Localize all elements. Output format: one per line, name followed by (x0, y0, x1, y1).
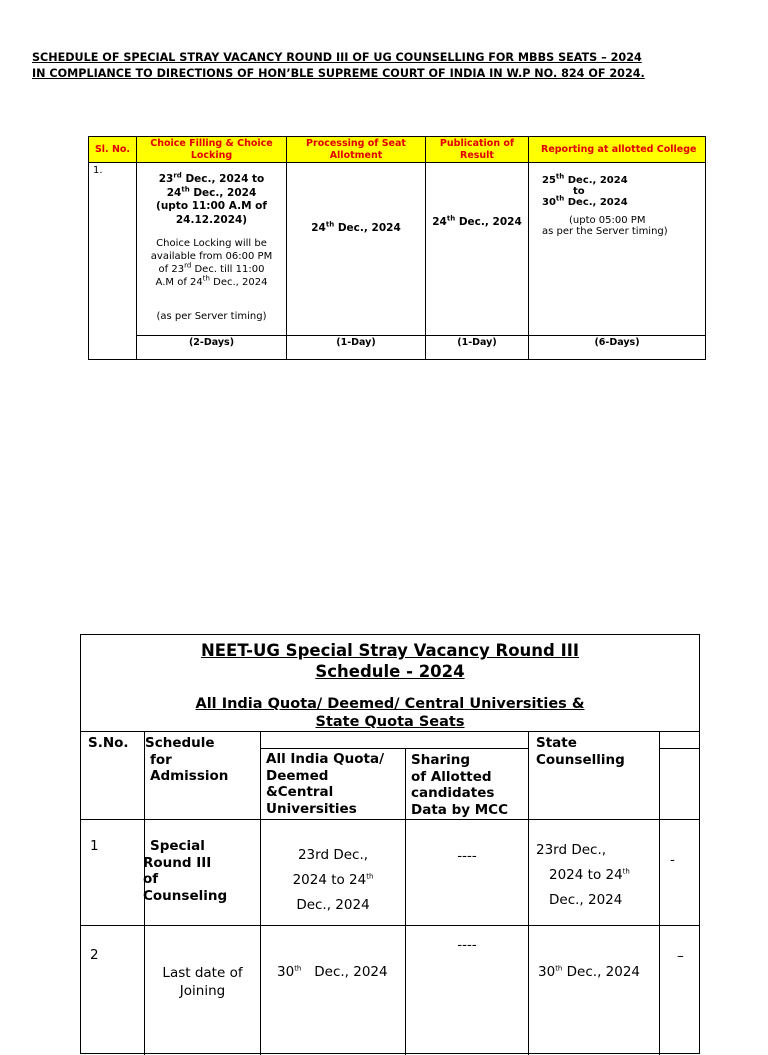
table2-subtitle-line-1: All India Quota/ Deemed/ Central Universities & (195, 696, 585, 712)
schedule-table-2 (80, 634, 700, 1054)
days-choice: (2-Days) (137, 336, 287, 360)
row1-sno: 1 (90, 838, 99, 854)
header-state-counselling: State Counselling (536, 735, 625, 768)
days-processing: (1-Day) (287, 336, 426, 360)
header-sl-no: Sl. No. (89, 137, 137, 163)
header-all-india-quota: All India Quota/ Deemed &Central Universities (266, 751, 384, 817)
row2-all-india-quota: 30th Dec., 2024 (277, 964, 388, 980)
header-schedule: Schedule for Admission (145, 735, 229, 784)
grid-line (260, 748, 529, 749)
processing-date: 24th Dec., 2024 (311, 220, 401, 234)
locking-line-4: A.M of 24th Dec., 2024 (155, 274, 268, 288)
table2-subtitle-line-2: State Quota Seats (315, 714, 465, 730)
row-sl-no: 1. (89, 163, 137, 360)
document-heading (32, 50, 752, 82)
server-timing-note: (as per Server timing) (156, 311, 267, 322)
report-to: to (573, 186, 585, 197)
row1-schedule: Special Round III of Counseling (143, 838, 228, 904)
choice-from-date: 23rd Dec., 2024 to (158, 171, 265, 185)
publication-date: 24th Dec., 2024 (432, 214, 522, 228)
grid-line (659, 731, 660, 1055)
reporting-cell (529, 163, 706, 336)
publication-cell (426, 163, 529, 336)
header-reporting (529, 137, 706, 163)
schedule-table-1 (88, 136, 706, 360)
row2-schedule: Last date of Joining (162, 965, 243, 999)
days-publication: (1-Day) (426, 336, 529, 360)
header-publication: Publication of Result (426, 137, 529, 163)
table2-title-line-1: NEET-UG Special Stray Vacancy Round III (200, 641, 580, 660)
table1-header-row (89, 137, 706, 163)
grid-line (405, 748, 406, 1055)
header-sharing: Sharing of Allotted candidates Data by MCC (411, 752, 508, 818)
row2-state-counselling: 30th Dec., 2024 (538, 964, 641, 980)
table1-days-row (89, 336, 706, 360)
choice-filling-cell (137, 163, 287, 336)
row1-all-india-quota: 23rd Dec., 2024 to 24th Dec., 2024 (292, 847, 374, 913)
header-processing: Processing of Seat Allotment (287, 137, 426, 163)
grid-line (81, 925, 700, 926)
header-reporting-label: Reporting at allotted College (541, 143, 697, 155)
row1-state-counselling: 23rd Dec., 2024 to 24th Dec., 2024 (536, 842, 630, 908)
report-to-date: 30th Dec., 2024 (542, 194, 628, 208)
choice-upto-date: 24.12.2024) (175, 213, 248, 226)
grid-line (659, 748, 700, 749)
row1-last-column: - (670, 852, 675, 868)
table1-row-1 (89, 163, 706, 336)
report-from-date: 25th Dec., 2024 (542, 172, 628, 186)
locking-line-3: of 23rd Dec. till 11:00 (158, 261, 265, 275)
choice-to-date: 24th Dec., 2024 (166, 185, 257, 199)
processing-cell (287, 163, 426, 336)
row2-last-column: – (677, 948, 684, 964)
grid-line (81, 731, 700, 732)
row1-sharing: ---- (457, 848, 477, 864)
report-server-timing: as per the Server timing) (542, 226, 668, 237)
row2-sharing: ---- (457, 937, 477, 953)
heading-line-2: IN COMPLIANCE TO DIRECTIONS OF HON’BLE SUPREME COURT OF INDIA IN W.P NO. 824 OF 2024. (32, 67, 645, 80)
choice-upto: (upto 11:00 A.M of (156, 200, 267, 212)
header-choice-filling: Choice Filling & Choice Locking (137, 137, 287, 163)
grid-line (528, 731, 529, 1055)
report-upto: (upto 05:00 PM (569, 215, 646, 226)
locking-line-1: Choice Locking will be (156, 238, 267, 249)
locking-line-2: available from 06:00 PM (150, 251, 273, 262)
row2-sno: 2 (90, 947, 99, 963)
days-reporting: (6-Days) (529, 336, 706, 360)
table2-title-line-2: Schedule - 2024 (315, 662, 465, 681)
grid-line (81, 819, 700, 820)
heading-line-1: SCHEDULE OF SPECIAL STRAY VACANCY ROUND III OF UG COUNSELLING FOR MBBS SEATS – 2024 (32, 51, 642, 64)
header-sno: S.No. (88, 735, 129, 751)
